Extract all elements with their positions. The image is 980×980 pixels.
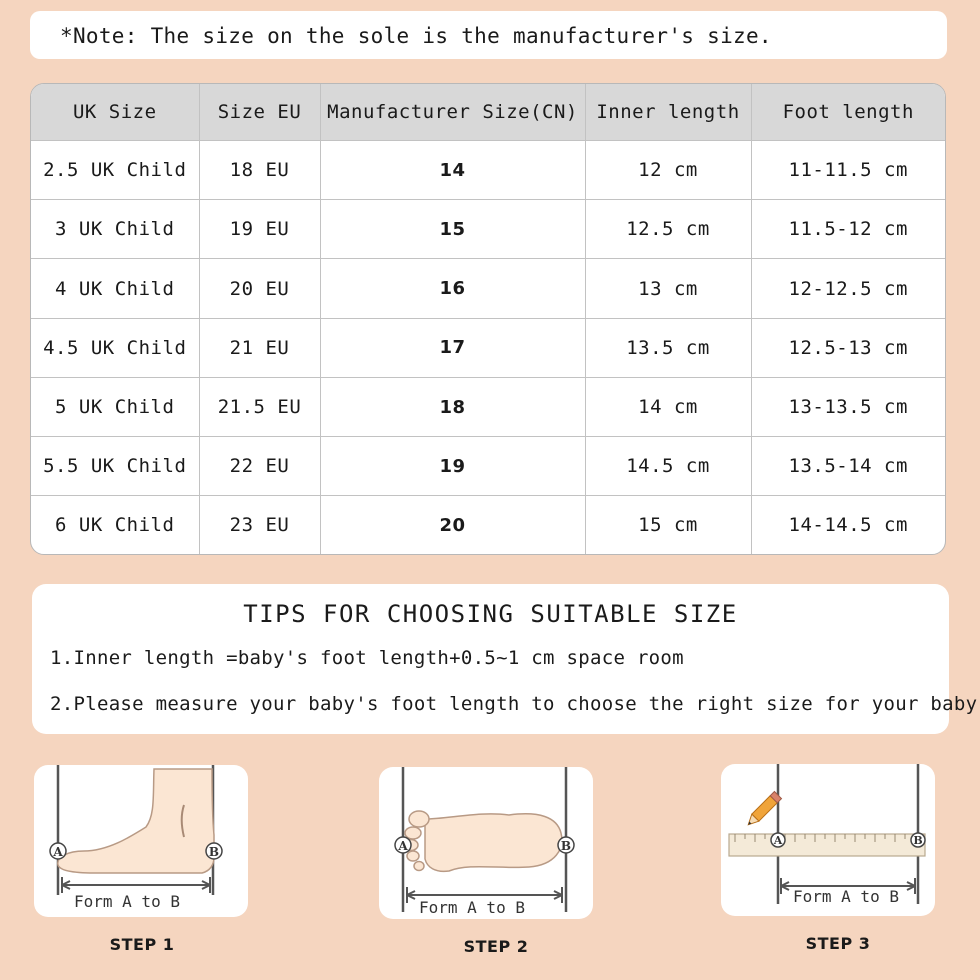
size-chart — [30, 83, 946, 555]
step-3-card — [721, 764, 935, 916]
tips-title: TIPS FOR CHOOSING SUITABLE SIZE — [243, 600, 738, 628]
note-banner — [30, 11, 947, 59]
table-row — [31, 318, 945, 377]
uk-size-cell: 4.5 UK Child — [31, 318, 199, 377]
step-1-card — [34, 765, 248, 917]
eu-size-cell: 22 EU — [199, 437, 320, 496]
point-b-label: B — [560, 839, 572, 853]
manufacturer-size-cell: 19 — [320, 437, 585, 496]
size-table — [31, 84, 945, 554]
inner-length-cell: 13 cm — [585, 259, 751, 318]
manufacturer-size-cell: 14 — [320, 141, 585, 200]
table-row — [31, 259, 945, 318]
point-b-label: B — [913, 834, 923, 847]
step-2-caption: Form A to B — [419, 898, 525, 917]
foot-top-view-icon — [379, 767, 593, 919]
column-header-manufacturer-size: Manufacturer Size(CN) — [320, 84, 585, 141]
inner-length-cell: 15 cm — [585, 496, 751, 554]
column-header-uk-size: UK Size — [31, 84, 199, 141]
point-a-label: A — [398, 839, 408, 853]
table-row — [31, 377, 945, 436]
point-a-label: A — [773, 834, 783, 847]
eu-size-cell: 18 EU — [199, 141, 320, 200]
inner-length-cell: 12 cm — [585, 141, 751, 200]
foot-length-cell: 13-13.5 cm — [751, 377, 945, 436]
foot-length-cell: 13.5-14 cm — [751, 437, 945, 496]
foot-length-cell: 12.5-13 cm — [751, 318, 945, 377]
foot-length-cell: 14-14.5 cm — [788, 514, 908, 537]
eu-size-cell: 21 EU — [199, 318, 320, 377]
uk-size-cell: 6 UK Child — [31, 496, 199, 554]
uk-size-cell: 2.5 UK Child — [31, 141, 199, 200]
tips-panel — [32, 584, 978, 734]
eu-size-cell: 20 EU — [199, 259, 320, 318]
manufacturer-size-cell: 18 — [320, 377, 585, 436]
uk-size-cell: 5.5 UK Child — [31, 437, 199, 496]
step-3-label: STEP 3 — [805, 934, 871, 953]
foot-length-cell: 12-12.5 cm — [751, 259, 945, 318]
table-header-row — [31, 84, 945, 141]
foot-length-cell: 11-11.5 cm — [751, 141, 945, 200]
inner-length-cell: 13.5 cm — [585, 318, 751, 377]
note-text: *Note: The size on the sole is the manufacturer's size. — [60, 24, 772, 48]
step-1-label: STEP 1 — [109, 935, 175, 954]
inner-length-cell: 14 cm — [585, 377, 751, 436]
eu-size-cell: 23 EU — [199, 496, 320, 554]
point-b-label: B — [208, 845, 220, 859]
step-2-card — [379, 767, 593, 919]
column-header-foot-length: Foot length — [751, 84, 945, 141]
uk-size-cell: 5 UK Child — [31, 377, 199, 436]
eu-size-cell: 19 EU — [199, 200, 320, 259]
uk-size-cell: 4 UK Child — [31, 259, 199, 318]
table-row — [31, 437, 945, 496]
ruler-pencil-icon — [721, 764, 935, 916]
eu-size-cell: 21.5 EU — [199, 377, 320, 436]
uk-size-cell: 3 UK Child — [31, 200, 199, 259]
table-row — [31, 141, 945, 200]
inner-length-cell: 14.5 cm — [585, 437, 751, 496]
step-2-label: STEP 2 — [463, 937, 529, 956]
manufacturer-size-cell: 16 — [320, 259, 585, 318]
table-row — [31, 496, 945, 554]
foot-length-cell: 11.5-12 cm — [751, 200, 945, 259]
step-1-caption: Form A to B — [74, 892, 180, 911]
tip-line-1: 1.Inner length =baby's foot length+0.5~1 cm space room — [50, 647, 684, 669]
step-3-caption: Form A to B — [793, 887, 899, 906]
tip-line-2: 2.Please measure your baby's foot length to choose the right size for your baby — [50, 693, 978, 715]
foot-side-view-icon — [34, 765, 248, 917]
table-row — [31, 200, 945, 259]
manufacturer-size-cell: 17 — [320, 318, 585, 377]
inner-length-cell: 12.5 cm — [585, 200, 751, 259]
column-header-size-eu: Size EU — [199, 84, 320, 141]
manufacturer-size-cell: 15 — [320, 200, 585, 259]
column-header-inner-length: Inner length — [585, 84, 751, 141]
manufacturer-size-cell: 20 — [320, 496, 585, 554]
point-a-label: A — [53, 845, 63, 859]
